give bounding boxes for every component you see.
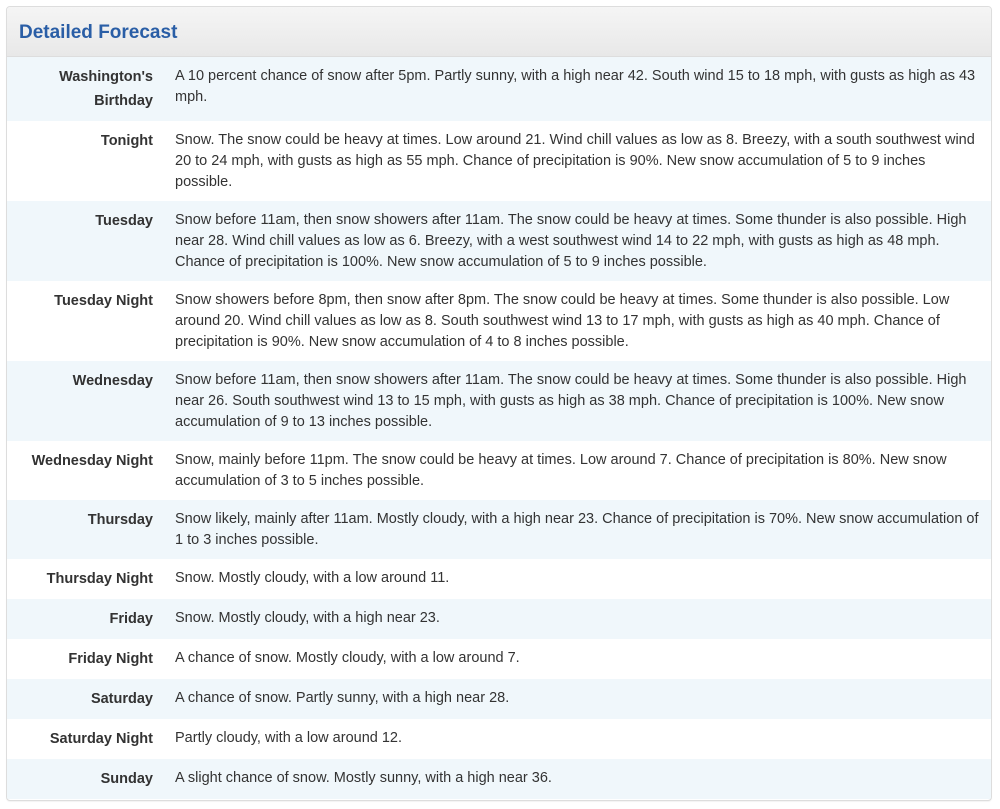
forecast-row xyxy=(7,500,991,559)
forecast-row xyxy=(7,201,991,281)
forecast-row xyxy=(7,719,991,759)
forecast-row xyxy=(7,559,991,599)
forecast-list xyxy=(7,57,991,799)
forecast-row xyxy=(7,639,991,679)
forecast-period-label: Thursday Night xyxy=(46,571,153,587)
forecast-period-label: Saturday Night xyxy=(49,731,153,747)
forecast-row xyxy=(7,57,991,121)
forecast-row xyxy=(7,121,991,201)
forecast-period-text: Snow. Mostly cloudy, with a high near 23. xyxy=(175,610,440,626)
forecast-period-label: Tonight xyxy=(100,133,153,149)
forecast-period-label: Saturday xyxy=(90,691,153,707)
forecast-period-text: Partly cloudy, with a low around 12. xyxy=(175,730,403,746)
panel-heading xyxy=(7,7,991,57)
forecast-period-text: Snow before 11am, then snow showers after 11am. The snow could be heavy at times. Some thunder is also possible. High near 26. South southwest wind 13 to 15 mph, with gusts as high as 38 mph. Chance of precipitation is 100%. New snow accumulation of 9 to 13 inches possible. xyxy=(175,372,967,430)
forecast-row xyxy=(7,281,991,361)
forecast-period-label: Tuesday Night xyxy=(54,293,153,309)
forecast-period-label: Thursday xyxy=(87,512,153,528)
forecast-period-text: Snow showers before 8pm, then snow after 8pm. The snow could be heavy at times. Some thunder is also possible. Low around 20. Wind chill values as low as 8. South southwest wind 13 to 17 mph, with gusts as high as 40 mph. Chance of precipitation is 90%. New snow accumulation of 4 to 8 inches possible. xyxy=(175,292,950,350)
forecast-row xyxy=(7,759,991,799)
detailed-forecast-panel xyxy=(6,6,992,801)
forecast-period-label: Tuesday xyxy=(95,213,153,229)
forecast-period-label: Wednesday xyxy=(72,373,153,389)
forecast-period-text: Snow before 11am, then snow showers after 11am. The snow could be heavy at times. Some thunder is also possible. High near 28. Wind chill values as low as 6. Breezy, with a west southwest wind 14 to 22 mph, with gusts as high as 48 mph. Chance of precipitation is 100%. New snow accumulation of 5 to 9 inches possible. xyxy=(175,212,967,270)
forecast-row xyxy=(7,441,991,500)
forecast-period-text: Snow. Mostly cloudy, with a low around 11. xyxy=(175,570,450,586)
forecast-period-label: Friday Night xyxy=(68,651,153,667)
forecast-period-label: Washington's Birthday xyxy=(59,69,153,109)
forecast-row xyxy=(7,361,991,441)
forecast-period-text: A 10 percent chance of snow after 5pm. Partly sunny, with a high near 42. South wind 15 to 18 mph, with gusts as high as 43 mph. xyxy=(175,68,976,105)
forecast-period-label: Friday xyxy=(109,611,153,627)
forecast-period-text: A chance of snow. Partly sunny, with a high near 28. xyxy=(175,690,510,706)
forecast-period-label: Sunday xyxy=(100,771,153,787)
panel-title: Detailed Forecast xyxy=(19,22,178,43)
forecast-period-label: Wednesday Night xyxy=(31,453,153,469)
forecast-period-text: A slight chance of snow. Mostly sunny, with a high near 36. xyxy=(175,770,552,786)
forecast-period-text: Snow likely, mainly after 11am. Mostly cloudy, with a high near 23. Chance of precipitation is 70%. New snow accumulation of 1 to 3 inches possible. xyxy=(175,511,979,548)
forecast-period-text: Snow. The snow could be heavy at times. Low around 21. Wind chill values as low as 8. Breezy, with a south southwest wind 20 to 24 mph, with gusts as high as 55 mph. Chance of precipitation is 90%. New snow accumulation of 5 to 9 inches possible. xyxy=(175,132,975,190)
forecast-row xyxy=(7,599,991,639)
forecast-period-text: A chance of snow. Mostly cloudy, with a low around 7. xyxy=(175,650,520,666)
forecast-period-text: Snow, mainly before 11pm. The snow could be heavy at times. Low around 7. Chance of precipitation is 80%. New snow accumulation of 3 to 5 inches possible. xyxy=(175,452,947,489)
forecast-row xyxy=(7,679,991,719)
